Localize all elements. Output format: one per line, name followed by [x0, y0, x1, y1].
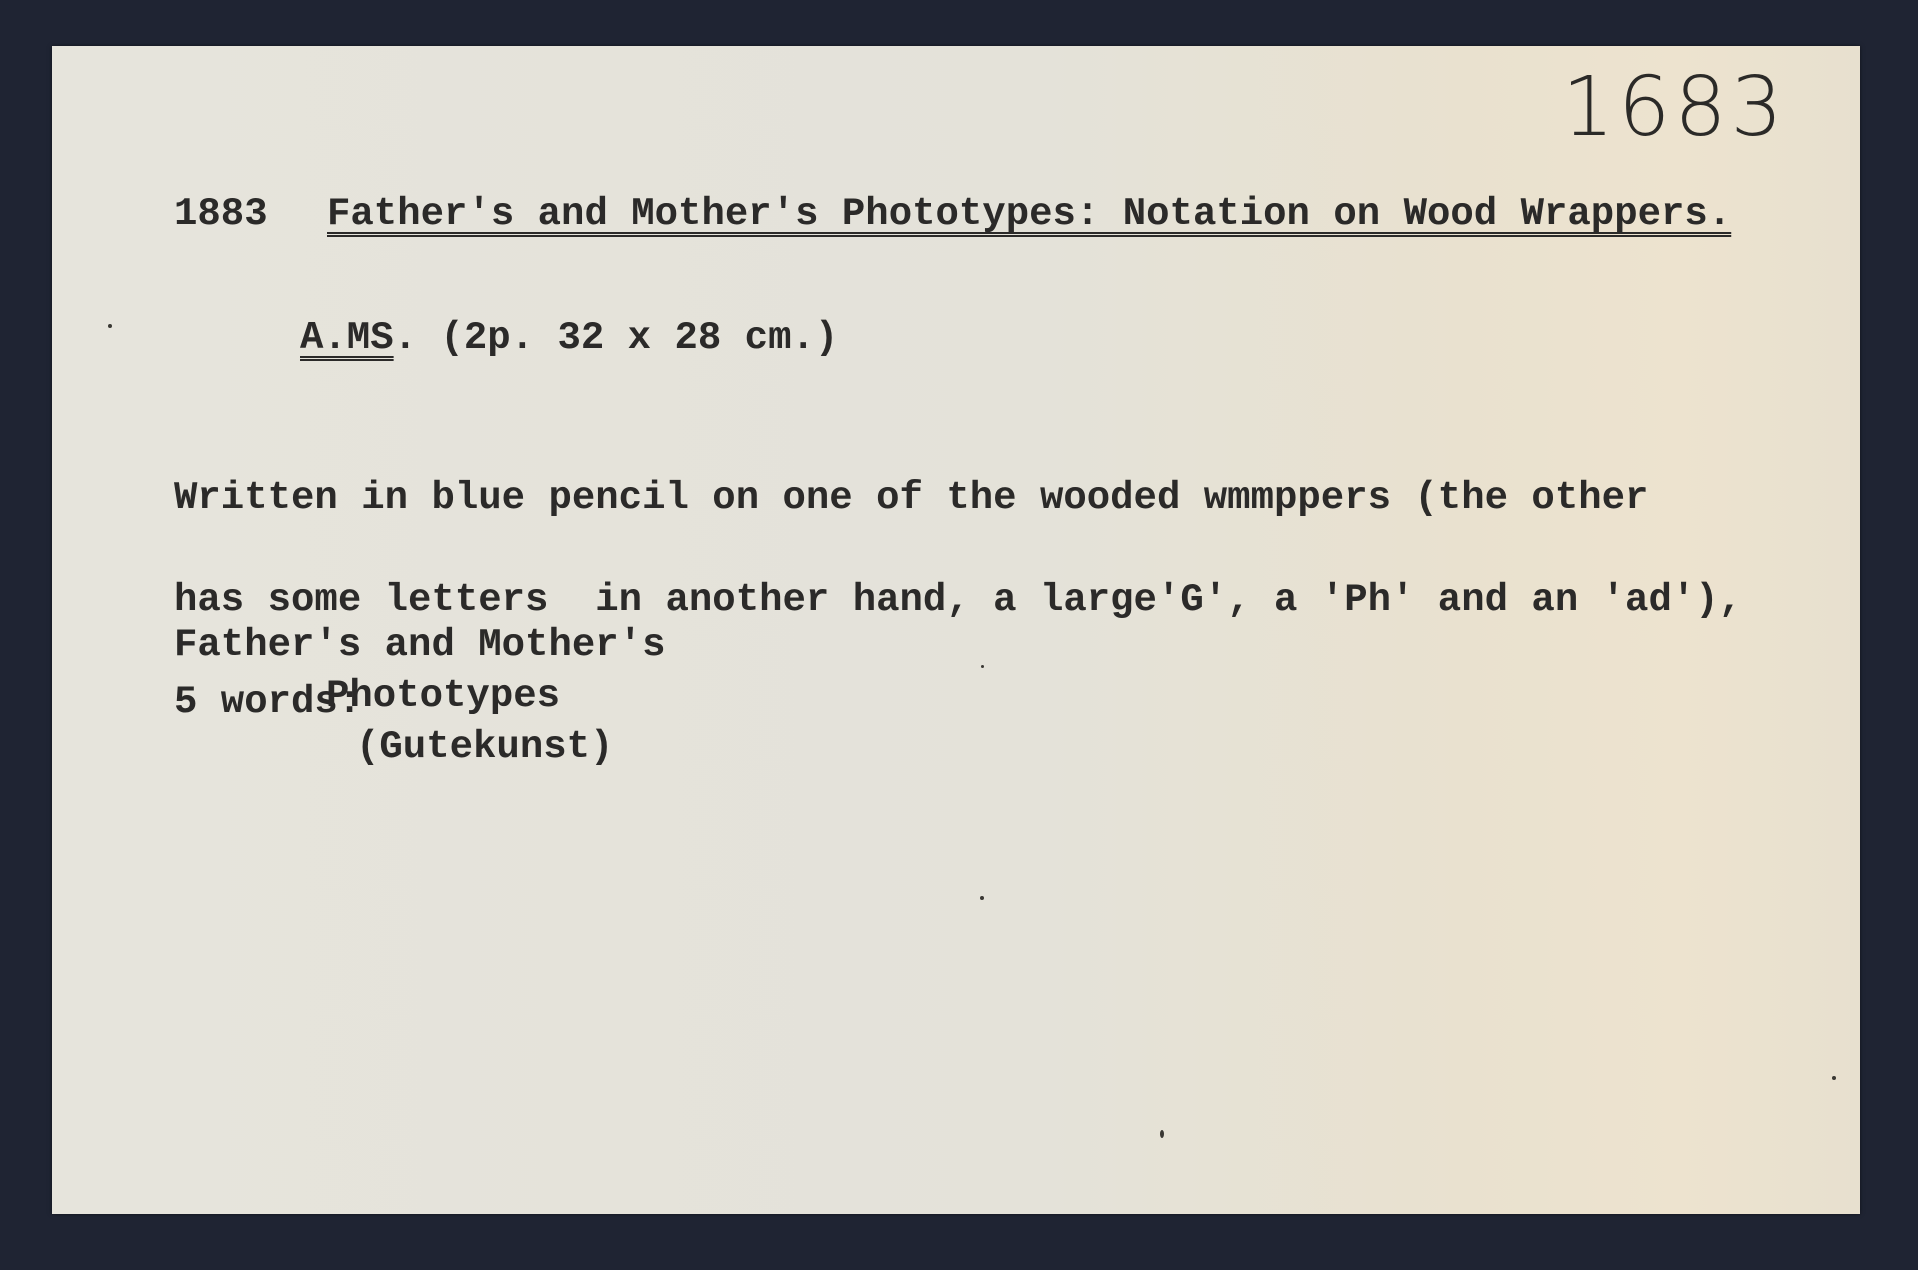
- entry-title: Father's and Mother's Phototypes: Notation on Wood Wrappers.: [327, 192, 1732, 236]
- handwritten-catalog-number: 1683: [1562, 60, 1787, 155]
- paper-speck: [108, 324, 112, 328]
- page-dimensions: . (2p. 32 x 28 cm.): [393, 316, 839, 360]
- manuscript-abbreviation: A.MS: [300, 316, 394, 360]
- description-line: 5 words:: [174, 680, 362, 724]
- paper-speck: [1832, 1076, 1836, 1080]
- notation-line: Phototypes: [326, 674, 561, 718]
- entry-year: 1883: [174, 192, 268, 236]
- notation-line: Father's and Mother's: [174, 623, 666, 667]
- description-line: has some letters in another hand, a large'G', a 'Ph' and an 'ad'),: [174, 578, 1743, 622]
- description-line: Written in blue pencil on one of the wooded wmmppers (the other: [174, 476, 1649, 520]
- paper-speck: [981, 665, 984, 668]
- paper-speck: [1160, 1130, 1164, 1138]
- paper-speck: [980, 896, 984, 900]
- notation-line: (Gutekunst): [356, 725, 614, 769]
- index-card: [52, 46, 1860, 1214]
- transcribed-notation: [174, 620, 665, 773]
- physical-description: [300, 312, 838, 364]
